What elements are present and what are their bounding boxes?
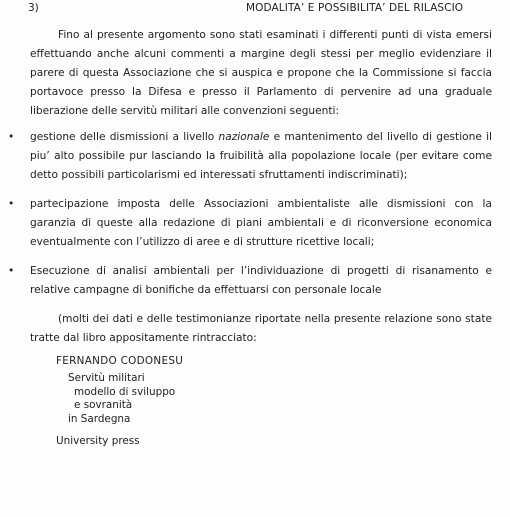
list-item bbox=[8, 128, 492, 185]
bullet-icon: • bbox=[8, 131, 15, 143]
list-item bbox=[8, 262, 492, 300]
intro-paragraph: Fino al presente argomento sono stati esaminati i differenti punti di vista emersi effettuando anche alcuni commenti a margine degli stessi per meglio evidenziare il parere di questa Associazione che si auspica e propone che la Commissione si faccia portavoce presso la Difesa e presso il Parlamento di pervenire ad una graduale liberazione delle servitù militari alle convenzioni seguenti: bbox=[30, 29, 492, 117]
book-title-line: e sovranità bbox=[74, 399, 133, 411]
book-title-line: in Sardegna bbox=[68, 412, 131, 425]
sources-note: (molti dei dati e delle testimonianze riportate nella presente relazione sono state tratte dal libro appositamente rintracciato: bbox=[30, 313, 492, 344]
bullet-icon: • bbox=[8, 198, 15, 210]
book-title bbox=[68, 372, 492, 426]
list-item-text: gestione delle dismissioni a livello bbox=[30, 131, 219, 143]
section-number: 3) bbox=[28, 2, 39, 14]
book-publisher: University press bbox=[56, 435, 140, 447]
conditions-list bbox=[8, 128, 492, 300]
document-body bbox=[8, 26, 492, 448]
book-title-line: Servitù militari bbox=[68, 372, 145, 384]
list-item-text-rest: e mantenimento del livello di gestione il piu’ alto possibile pur lasciando la fruibilità alla popolazione locale (per evitare come detto possibili particolarismi ed interessati sfruttamenti indiscriminati); bbox=[30, 131, 492, 181]
book-reference bbox=[30, 354, 492, 448]
book-title-line: modello di sviluppo bbox=[74, 385, 176, 398]
list-item bbox=[8, 195, 492, 252]
book-author: FERNANDO CODONESU bbox=[56, 355, 184, 367]
section-title: MODALITA’ E POSSIBILITA’ DEL RILASCIO bbox=[246, 2, 464, 14]
list-item-text: Esecuzione di analisi ambientali per l’individuazione di progetti di risanamento e relative campagne di bonifiche da effettuarsi con personale locale bbox=[30, 265, 492, 296]
list-item-emphasis: nazionale bbox=[218, 131, 270, 143]
list-item-text: partecipazione imposta delle Associazioni ambientaliste alle dismissioni con la garanzia di queste alla redazione di piani ambientali e di riconversione economica eventualmente con l’utilizzo di aree e di strutture ricettive locali; bbox=[30, 198, 492, 248]
bullet-icon: • bbox=[8, 265, 15, 277]
section-header bbox=[0, 2, 510, 16]
